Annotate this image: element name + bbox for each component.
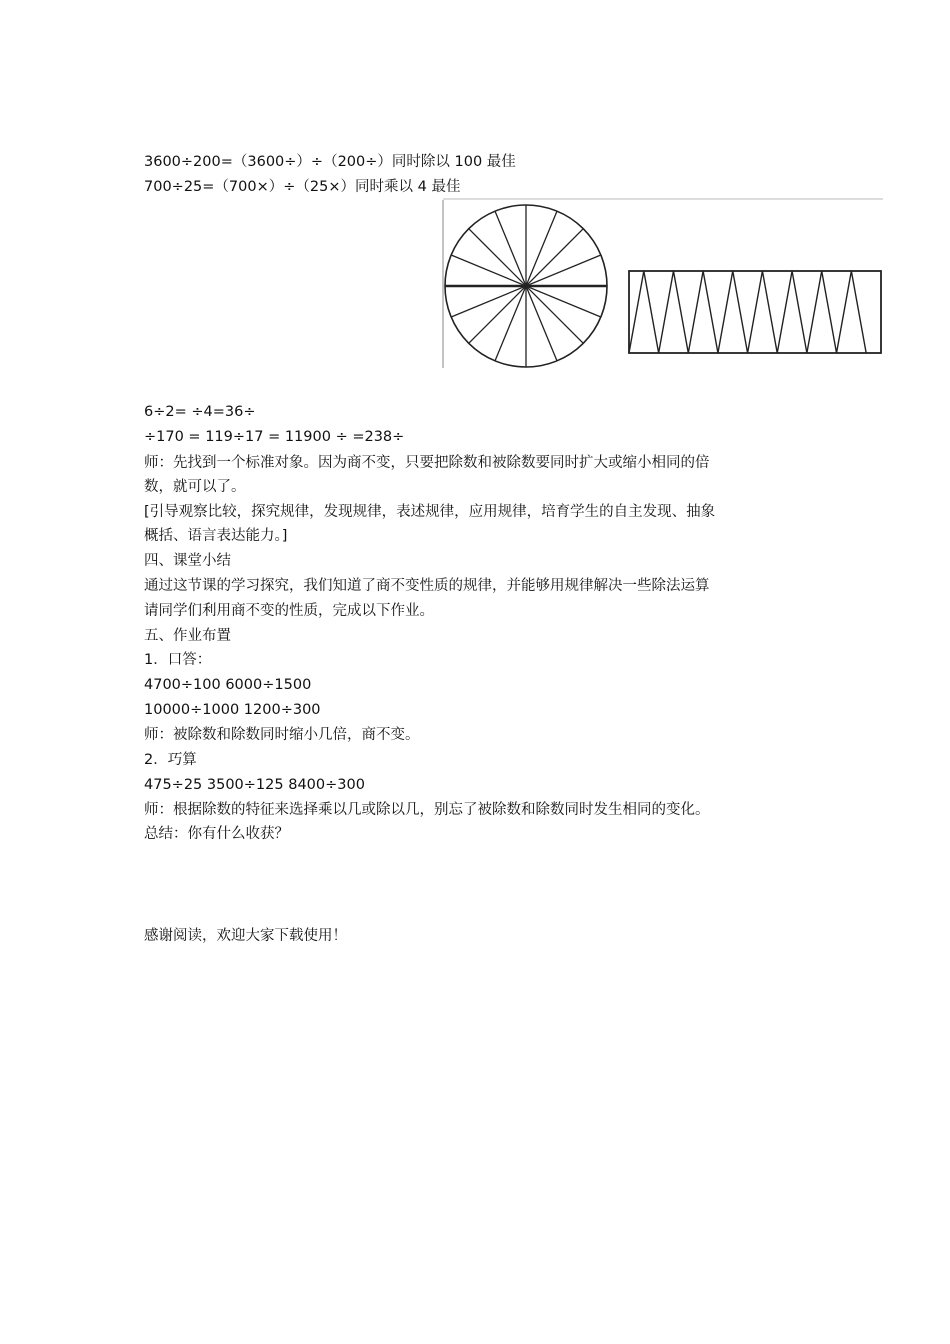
text-line-10: 通过这节课的学习探究，我们知道了商不变性质的规律，并能够用规律解决一些除法运算 (144, 578, 710, 594)
text-line-20: 总结：你有什么收获？ (144, 826, 289, 842)
text-line-3: 6÷2= ÷4=36÷ (144, 404, 256, 420)
strip-zigzag (629, 271, 866, 353)
text-line-16: 师：被除数和除数同时缩小几倍，商不变。 (144, 727, 420, 743)
text-line-11: 请同学们利用商不变的性质，完成以下作业。 (144, 603, 434, 619)
section-heading-homework: 五、作业布置 (144, 628, 231, 644)
text-line-18: 475÷25 3500÷125 8400÷300 (144, 777, 365, 793)
text-line-19: 师：根据除数的特征来选择乘以几或除以几，别忘了被除数和除数同时发生相同的变化。 (144, 802, 710, 818)
divided-circle (445, 205, 607, 367)
rearranged-strip (629, 271, 881, 353)
text-line-14: 4700÷100 6000÷1500 (144, 677, 312, 693)
text-line-7: [引导观察比较，探究规律，发现规律，表述规律，应用规律，培育学生的自主发现、抽象 (144, 504, 716, 520)
section-heading-summary: 四、课堂小结 (144, 553, 231, 569)
text-line-17: 2．巧算 (144, 752, 197, 768)
text-line-15: 10000÷1000 1200÷300 (144, 702, 321, 718)
text-line-8: 概括、语言表达能力。] (144, 528, 288, 544)
text-line-6: 数，就可以了。 (144, 479, 246, 495)
text-line-2: 700÷25=（700×）÷（25×）同时乘以 4 最佳 (144, 179, 461, 195)
figure-svg (441, 198, 883, 370)
text-line-4: ÷170 = 119÷17 = 11900 ÷ =238÷ (144, 429, 405, 445)
text-line-13: 1．口答： (144, 652, 212, 668)
circle-rearrangement-figure (441, 198, 883, 370)
text-line-1: 3600÷200=（3600÷）÷（200÷）同时除以 100 最佳 (144, 154, 516, 170)
closing-text: 感谢阅读，欢迎大家下载使用！ (144, 928, 347, 944)
text-line-5: 师：先找到一个标准对象。因为商不变，只要把除数和被除数要同时扩大或缩小相同的倍 (144, 455, 710, 471)
